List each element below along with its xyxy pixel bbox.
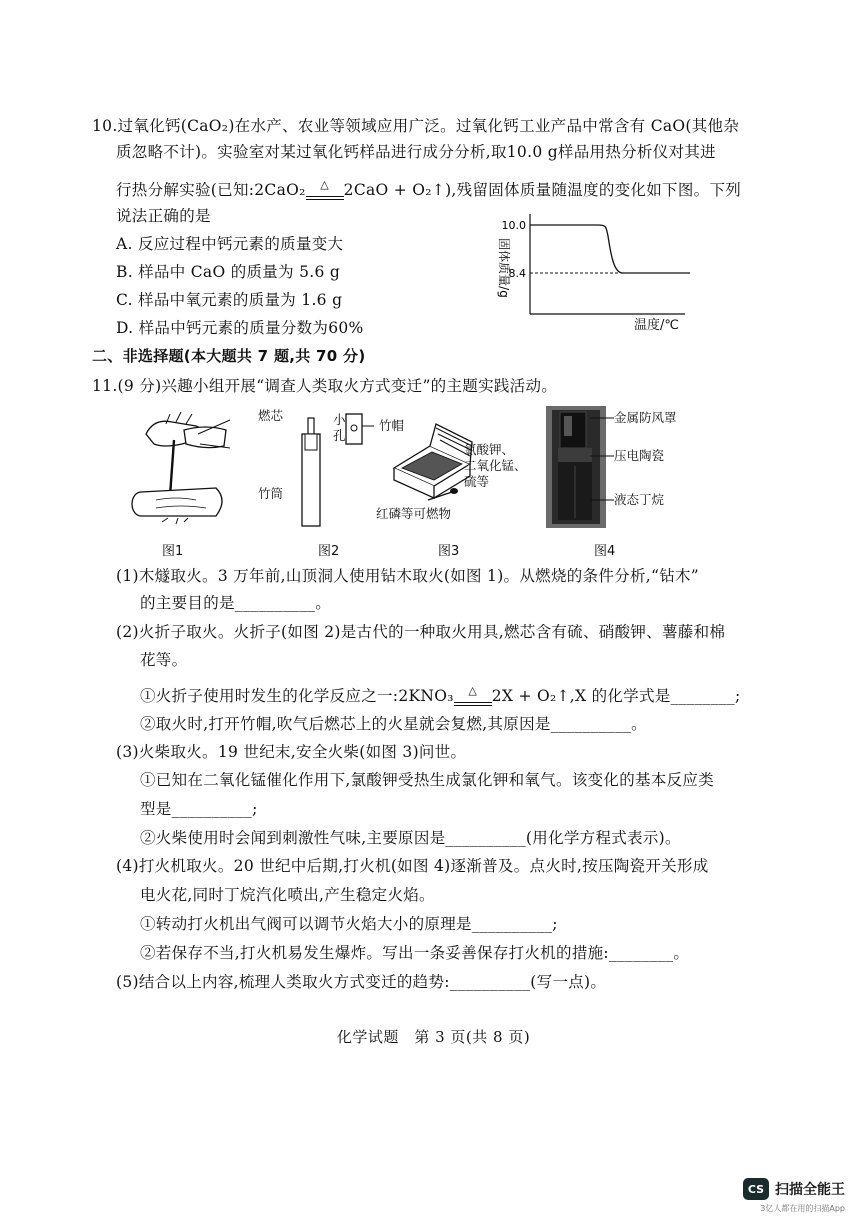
q11-p1b: 的主要目的是__________。 [140, 594, 332, 612]
scanner-slogan: 3亿人都在用的扫描App [760, 1204, 845, 1213]
fig4-pointers [584, 406, 618, 516]
q11-p2b: 花等。 [140, 651, 188, 669]
fig4-label-ceramic: 压电陶瓷 [614, 448, 665, 463]
q11-p5: (5)结合以上内容,梳理人类取火方式变迁的趋势:__________(写一点)。 [116, 973, 607, 991]
heat-symbol: △ [320, 178, 330, 191]
chart-ylabel: 固体质量/g [497, 238, 511, 298]
q10-line1: 10.过氧化钙(CaO₂)在水产、农业等领域应用广泛。过氧化钙工业产品中常含有 CaO(其他杂 [92, 117, 740, 135]
q11-p4d: ②若保存不当,打火机易发生爆炸。写出一条妥善保存打火机的措施:________。 [140, 944, 690, 962]
q11-p2a: (2)火折子取火。火折子(如图 2)是古代的一种取火用具,燃芯含有硫、硝酸钾、薯藤和棉 [116, 623, 726, 641]
q10-line4: 说法正确的是 [116, 207, 211, 225]
q11-p1a: (1)木燧取火。3 万年前,山顶洞人使用钻木取火(如图 1)。从燃烧的条件分析,“钻木” [116, 567, 700, 585]
fig2-label-cap: 竹帽 [379, 418, 405, 433]
section-title: 二、非选择题(本大题共 7 题,共 70 分) [92, 347, 366, 365]
caption-fig1: 图1 [162, 544, 184, 559]
q10-line2: 质忽略不计)。实验室对某过氧化钙样品进行成分分析,取10.0 g样品用热分析仪对其进 [116, 143, 716, 161]
q11-intro: 11.(9 分)兴趣小组开展“调查人类取火方式变迁”的主题实践活动。 [92, 377, 558, 395]
caption-fig3: 图3 [438, 544, 460, 559]
scanner-name: 扫描全能王 [775, 1182, 845, 1198]
fig2-label-core: 燃芯 [258, 408, 284, 423]
fig1-wood-drill-image [126, 404, 236, 534]
q10-eq-arrow [306, 178, 344, 200]
q11-p2d: ②取火时,打开竹帽,吹气后燃芯上的火星就会复燃,其原因是__________。 [140, 715, 647, 733]
q11-p3d: ②火柴使用时会闻到刺激性气味,主要原因是__________(用化学方程式表示)。 [140, 829, 681, 847]
q10-option-c: C. 样品中氧元素的质量为 1.6 g [116, 291, 343, 309]
fig3-label-red: 红磷等可燃物 [376, 506, 452, 521]
q10-option-b: B. 样品中 CaO 的质量为 5.6 g [116, 263, 341, 281]
q11-eq-right: 2X + O₂↑,X 的化学式是________; [491, 687, 741, 705]
q11-p4a: (4)打火机取火。20 世纪中后期,打火机(如图 4)逐渐普及。点火时,按压陶瓷开关形成 [116, 857, 709, 875]
q10-eq-left: 行热分解实验(已知:2CaO₂ [116, 181, 306, 199]
caption-fig2: 图2 [318, 544, 340, 559]
q11-p3c: 型是__________; [140, 800, 258, 818]
q11-p2c [140, 686, 741, 706]
q11-eq-arrow [454, 684, 492, 706]
mass-temperature-chart [480, 206, 700, 336]
fig4-label-butane: 液态丁烷 [614, 492, 665, 507]
q11-p3b: ①已知在二氧化锰催化作用下,氯酸钾受热生成氯化钾和氧气。该变化的基本反应类 [140, 771, 715, 789]
scanner-logo [743, 1178, 845, 1200]
fig3-label-chem: 氯酸钾、 二氧化锰、 硫等 [464, 442, 527, 489]
q10-option-d: D. 样品中钙元素的质量分数为60% [116, 319, 364, 337]
mass-curve [530, 225, 690, 273]
chart-xlabel: 温度/℃ [634, 318, 679, 333]
fig2-label-tube: 竹筒 [258, 486, 284, 501]
tick-high: 10.0 [501, 219, 526, 232]
q10-eq-right: 2CaO + O₂↑),残留固体质量随温度的变化如下图。下列 [343, 181, 742, 199]
q11-p3a: (3)火柴取火。19 世纪末,安全火柴(如图 3)问世。 [116, 743, 467, 761]
q10-option-a: A. 反应过程中钙元素的质量变大 [116, 235, 344, 253]
q11-p4b: 电火花,同时丁烷汽化喷出,产生稳定火焰。 [140, 886, 435, 904]
caption-fig4: 图4 [594, 544, 616, 559]
q10-line3 [116, 180, 741, 200]
tick-low: 8.4 [508, 267, 526, 280]
cs-logo-icon: CS [743, 1178, 769, 1200]
fig2-label-hole: 小 孔 [333, 412, 346, 443]
q11-p4c: ①转动打火机出气阀可以调节火焰大小的原理是__________; [140, 915, 558, 933]
q11-eq-left: ①火折子使用时发生的化学反应之一:2KNO₃ [140, 687, 454, 705]
fig4-label-shield: 金属防风罩 [614, 410, 677, 425]
heat-symbol-2: △ [468, 684, 478, 697]
page-footer: 化学试题 第 3 页(共 8 页) [336, 1028, 531, 1046]
